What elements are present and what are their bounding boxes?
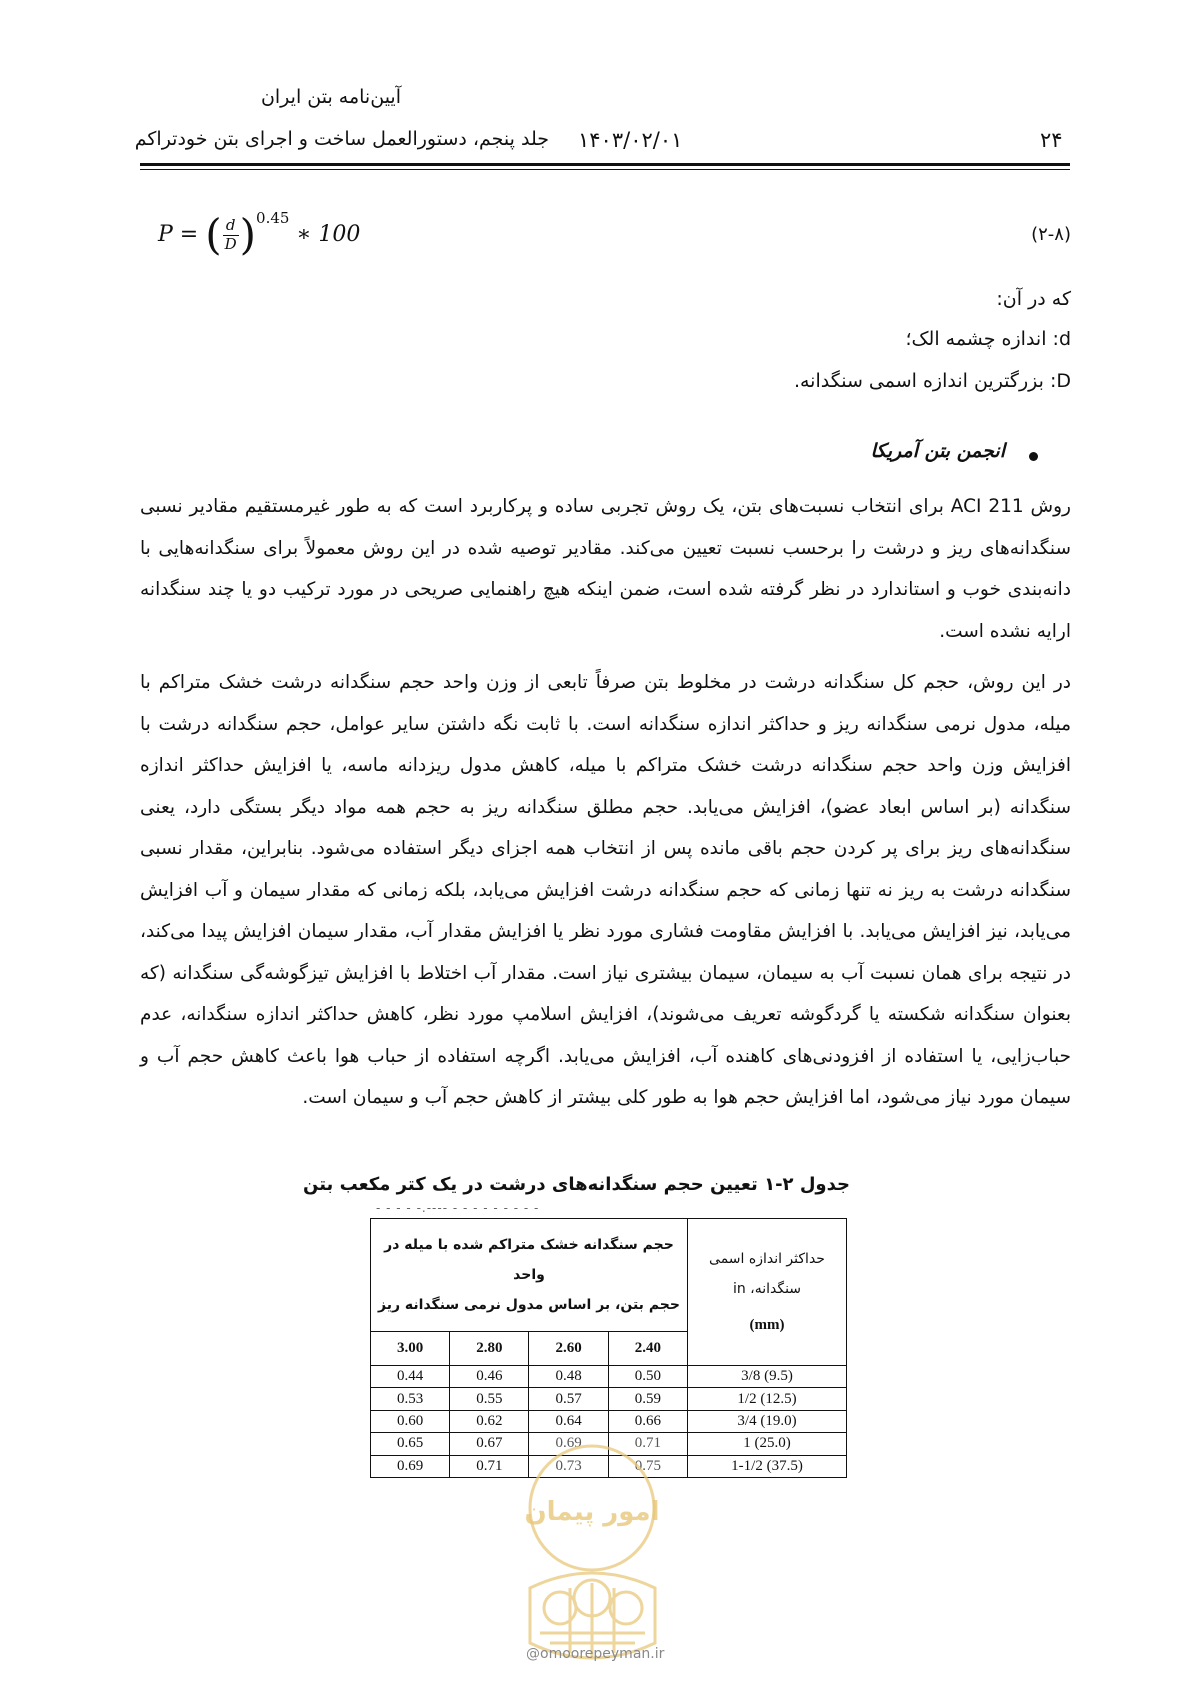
book-title: آیین‌نامه بتن ایران xyxy=(260,86,401,108)
fm-header: 2.80 xyxy=(450,1332,529,1366)
table-cell: 0.60 xyxy=(371,1410,450,1432)
table-caption: جدول ۲-۱ تعیین حجم سنگدانه‌های درشت در یک کتر مکعب بتن xyxy=(303,1174,850,1195)
watermark-logo xyxy=(500,1438,685,1673)
formula-open-paren: ( xyxy=(205,210,222,259)
table-row xyxy=(371,1410,847,1432)
bullet-icon xyxy=(1029,452,1038,461)
formula-fraction xyxy=(223,217,239,253)
table-cell: 0.48 xyxy=(529,1366,608,1388)
table-cell: 0.59 xyxy=(608,1388,687,1410)
table-row xyxy=(371,1366,847,1388)
table-cell: 0.46 xyxy=(450,1366,529,1388)
section-title: انجمن بتن آمریکا xyxy=(870,440,1005,462)
table-cell: 0.73 xyxy=(529,1455,608,1477)
page-number: ۲۴ xyxy=(1040,128,1063,152)
table-cell: 0.64 xyxy=(529,1410,608,1432)
header-top-cell xyxy=(371,1219,688,1332)
table-cell: 0.71 xyxy=(608,1433,687,1455)
definition-d: d: اندازه چشمه الک؛ xyxy=(905,328,1071,350)
table-cell: 0.69 xyxy=(371,1455,450,1477)
table-cell: 0.69 xyxy=(529,1433,608,1455)
header-rule-thin xyxy=(140,169,1070,170)
table-dotted-line: - - - - -.---- - - - - - - - - - xyxy=(376,1201,540,1215)
table-cell: 0.66 xyxy=(608,1410,687,1432)
volume-title: جلد پنجم، دستورالعمل ساخت و اجرای بتن خودتراکم xyxy=(134,128,549,150)
table-cell: 0.75 xyxy=(608,1455,687,1477)
header-top-line1: حجم سنگدانه خشک متراکم شده با میله در واحد xyxy=(384,1237,674,1284)
table-cell: 0.57 xyxy=(529,1388,608,1410)
table-cell: 0.65 xyxy=(371,1433,450,1455)
formula-rhs: ∗ 100 xyxy=(289,222,361,247)
formula-numerator: d xyxy=(223,217,239,235)
header-left-unit: (mm) xyxy=(749,1317,785,1334)
table-header-row xyxy=(371,1219,847,1332)
table-cell: 0.71 xyxy=(450,1455,529,1477)
table-cell-size: 1/2 (12.5) xyxy=(688,1388,847,1410)
table-cell-size: 3/8 (9.5) xyxy=(688,1366,847,1388)
fm-header: 3.00 xyxy=(371,1332,450,1366)
table-cell: 0.67 xyxy=(450,1433,529,1455)
table-row xyxy=(371,1388,847,1410)
table-cell: 0.62 xyxy=(450,1410,529,1432)
header-left-cell xyxy=(688,1219,847,1366)
paragraph-2: در این روش، حجم کل سنگدانه درشت در مخلوط بتن صرفاً تابعی از وزن واحد حجم سنگدانه درشت خشک متراکم با میله، مدول نرمی سنگدانه ریز و حداکثر اندازه سنگدانه است. با ثابت نگه داشتن سایر عوامل، حجم سنگدانه درشت با افزایش وزن واحد حجم سنگدانه درشت خشک متراکم با میله، کاهش مدول ریزدانه ماسه، یا افزایش حداکثر اندازه سنگدانه (بر اساس ابعاد عضو)، افزایش می‌یابد. حجم مطلق سنگدانه ریز به حجم همه مواد دیگر بستگی دارد، یعنی سنگدانه‌های ریز برای پر کردن حجم باقی مانده پس از انتخاب همه اجزای دیگر استفاده می‌شود. بنابراین، مقدار نسبی سنگدانه درشت به ریز نه تنها زمانی که حجم سنگدانه درشت افزایش می‌یابد، بلکه زمانی که مقدار سیمان و آب افزایش می‌یابد، نیز افزایش می‌یابد. با افزایش مقاومت فشاری مورد نظر یا افزایش مقدار آب، مقدار سیمان افزایش پیدا می‌کند، در نتیجه برای همان نسبت آب به سیمان، سیمان بیشتری نیاز است. مقدار آب اختلاط با افزایش تیزگوشه‌گی سنگدانه (که بعنوان سنگدانه شکسته یا گردگوشه تعریف می‌شوند)، افزایش اسلامپ مورد نظر، کاهش حداکثر اندازه سنگدانه، عدم حباب‌زایی، یا استفاده از افزودنی‌های کاهنده آب، افزایش می‌یابد. اگرچه استفاده از حباب هوا باعث کاهش حجم آب و سیمان مورد نیاز می‌شود، اما افزایش حجم هوا به طور کلی بیشتر از کاهش حجم آب و سیمان است. xyxy=(140,672,1071,1108)
fm-header: 2.40 xyxy=(608,1332,687,1366)
table-cell-size: 1 (25.0) xyxy=(688,1433,847,1455)
watermark-text: امور پیمان xyxy=(524,1497,660,1527)
formula-close-paren: ) xyxy=(239,210,257,259)
definition-D: D: بزرگترین اندازه اسمی سنگدانه. xyxy=(793,370,1071,392)
header-top-line2: حجم بتن، بر اساس مدول نرمی سنگدانه ریز xyxy=(378,1297,680,1314)
table-cell: 0.44 xyxy=(371,1366,450,1388)
formula-lhs: P = xyxy=(158,222,206,247)
where-label: که در آن: xyxy=(996,288,1071,310)
header-left-line1: حداکثر اندازه اسمی xyxy=(709,1251,825,1268)
table-cell: 0.53 xyxy=(371,1388,450,1410)
header-left-line2: سنگدانه، in xyxy=(732,1281,802,1298)
formula xyxy=(158,208,361,259)
paragraph-1: روش ACI 211 برای انتخاب نسبت‌های بتن، یک روش تجربی ساده و پرکاربرد است که به طور غیرمستقیم مقادیر نسبی سنگدانه‌های ریز و درشت را برحسب نسبت تعیین می‌کند. مقادیر توصیه شده در این روش معمولاً برای سنگدانه‌هایی با دانه‌بندی خوب و استاندارد در نظر گرفته شده است، ضمن اینکه هیچ راهنمایی صریحی در مورد ترکیب دو یا چند سنگدانه ارایه نشده است. xyxy=(140,496,1071,642)
table-cell: 0.55 xyxy=(450,1388,529,1410)
formula-exponent: 0.45 xyxy=(256,208,290,227)
formula-denominator: D xyxy=(224,234,237,253)
equation-number: (۲-۸) xyxy=(1031,224,1071,245)
fm-header: 2.60 xyxy=(529,1332,608,1366)
table-cell-size: 1-1/2 (37.5) xyxy=(688,1455,847,1477)
table-cell-size: 3/4 (19.0) xyxy=(688,1410,847,1432)
watermark-site: @omoorepeyman.ir xyxy=(526,1646,665,1662)
header-rule-thick xyxy=(140,163,1070,166)
table-cell: 0.50 xyxy=(608,1366,687,1388)
header-date: ۱۴۰۳/۰۲/۰۱ xyxy=(578,128,683,152)
